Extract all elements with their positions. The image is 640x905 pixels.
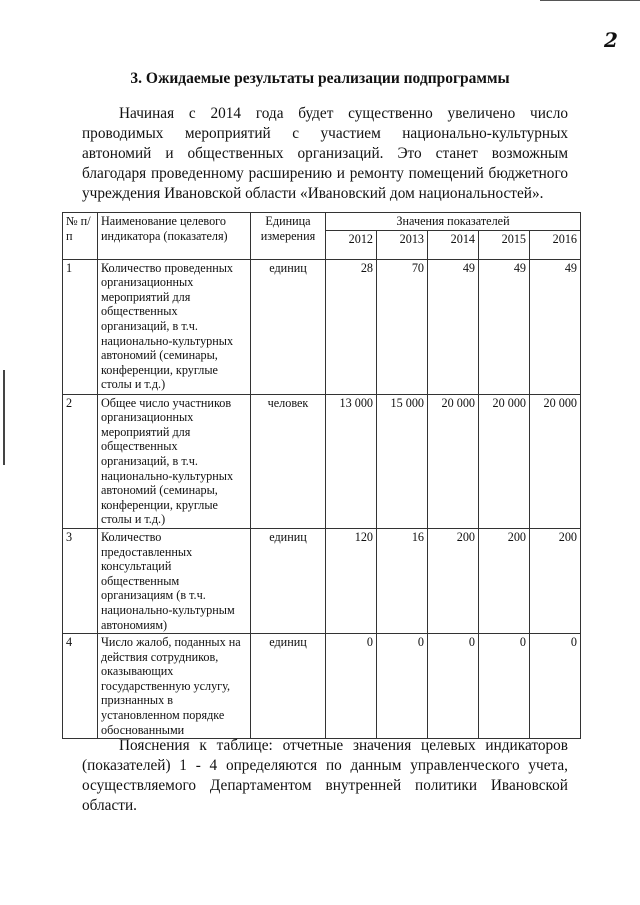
row-value: 0 bbox=[377, 634, 428, 739]
row-value: 49 bbox=[530, 259, 581, 394]
row-value: 0 bbox=[326, 634, 377, 739]
indicators-table bbox=[62, 212, 581, 739]
header-year: 2013 bbox=[377, 230, 428, 259]
row-value: 200 bbox=[530, 528, 581, 633]
row-unit: единиц bbox=[251, 259, 326, 394]
row-value: 28 bbox=[326, 259, 377, 394]
row-value: 49 bbox=[428, 259, 479, 394]
header-year: 2016 bbox=[530, 230, 581, 259]
row-unit: единиц bbox=[251, 528, 326, 633]
table-note-text: Пояснения к таблице: отчетные значения целевых индикаторов (показателей) 1 - 4 определяются по данным управленческого учета, осуществляемого Департаментом внутренней политики Ивановской области. bbox=[82, 737, 568, 814]
header-year: 2012 bbox=[326, 230, 377, 259]
row-unit: человек bbox=[251, 394, 326, 528]
row-name: Количество проведенных организационных мероприятий для общественных организаций, в т.ч. национально-культурных автономий (семинары, конференции, круглые столы и т.д.) bbox=[98, 259, 251, 394]
row-value: 0 bbox=[428, 634, 479, 739]
row-value: 70 bbox=[377, 259, 428, 394]
intro-text: Начиная с 2014 года будет существенно увеличено число проводимых мероприятий с участием национально-культурных автономий и общественных организаций. Это станет возможным благодаря проведенному расширению и ремонту помещений бюджетного учреждения Ивановской области «Ивановский дом национальностей». bbox=[82, 105, 568, 202]
row-num: 4 bbox=[63, 634, 98, 739]
row-value: 13 000 bbox=[326, 394, 377, 528]
row-value: 16 bbox=[377, 528, 428, 633]
header-values-group: Значения показателей bbox=[326, 213, 581, 231]
header-unit: Единица измерения bbox=[251, 213, 326, 260]
row-value: 20 000 bbox=[479, 394, 530, 528]
table-row bbox=[63, 394, 581, 528]
row-num: 3 bbox=[63, 528, 98, 633]
table-header-row bbox=[63, 213, 581, 231]
table-note-paragraph bbox=[82, 736, 568, 816]
row-value: 20 000 bbox=[530, 394, 581, 528]
header-year: 2015 bbox=[479, 230, 530, 259]
table-row bbox=[63, 259, 581, 394]
row-value: 200 bbox=[479, 528, 530, 633]
page-number: 2 bbox=[604, 28, 618, 52]
row-name: Общее число участников организационных мероприятий для общественных организаций, в т.ч. национально-культурных автономий (семинары, конференции, круглые столы и т.д.) bbox=[98, 394, 251, 528]
row-value: 0 bbox=[530, 634, 581, 739]
table-row bbox=[63, 634, 581, 739]
header-num: № п/п bbox=[63, 213, 98, 260]
row-name: Число жалоб, поданных на действия сотрудников, оказывающих государственную услугу, признанных в установленном порядке обоснованными bbox=[98, 634, 251, 739]
row-num: 1 bbox=[63, 259, 98, 394]
row-value: 200 bbox=[428, 528, 479, 633]
scan-margin-mark bbox=[3, 370, 5, 465]
row-value: 20 000 bbox=[428, 394, 479, 528]
header-name: Наименование целевого индикатора (показателя) bbox=[98, 213, 251, 260]
header-year: 2014 bbox=[428, 230, 479, 259]
row-value: 120 bbox=[326, 528, 377, 633]
row-name: Количество предоставленных консультаций общественным организациям (в т.ч. национально-культурным автономиям) bbox=[98, 528, 251, 633]
row-value: 15 000 bbox=[377, 394, 428, 528]
scan-edge-line bbox=[540, 0, 640, 1]
row-unit: единиц bbox=[251, 634, 326, 739]
intro-paragraph bbox=[82, 104, 568, 204]
row-num: 2 bbox=[63, 394, 98, 528]
row-value: 49 bbox=[479, 259, 530, 394]
table-row bbox=[63, 528, 581, 633]
row-value: 0 bbox=[479, 634, 530, 739]
section-heading: 3. Ожидаемые результаты реализации подпрограммы bbox=[130, 70, 510, 87]
